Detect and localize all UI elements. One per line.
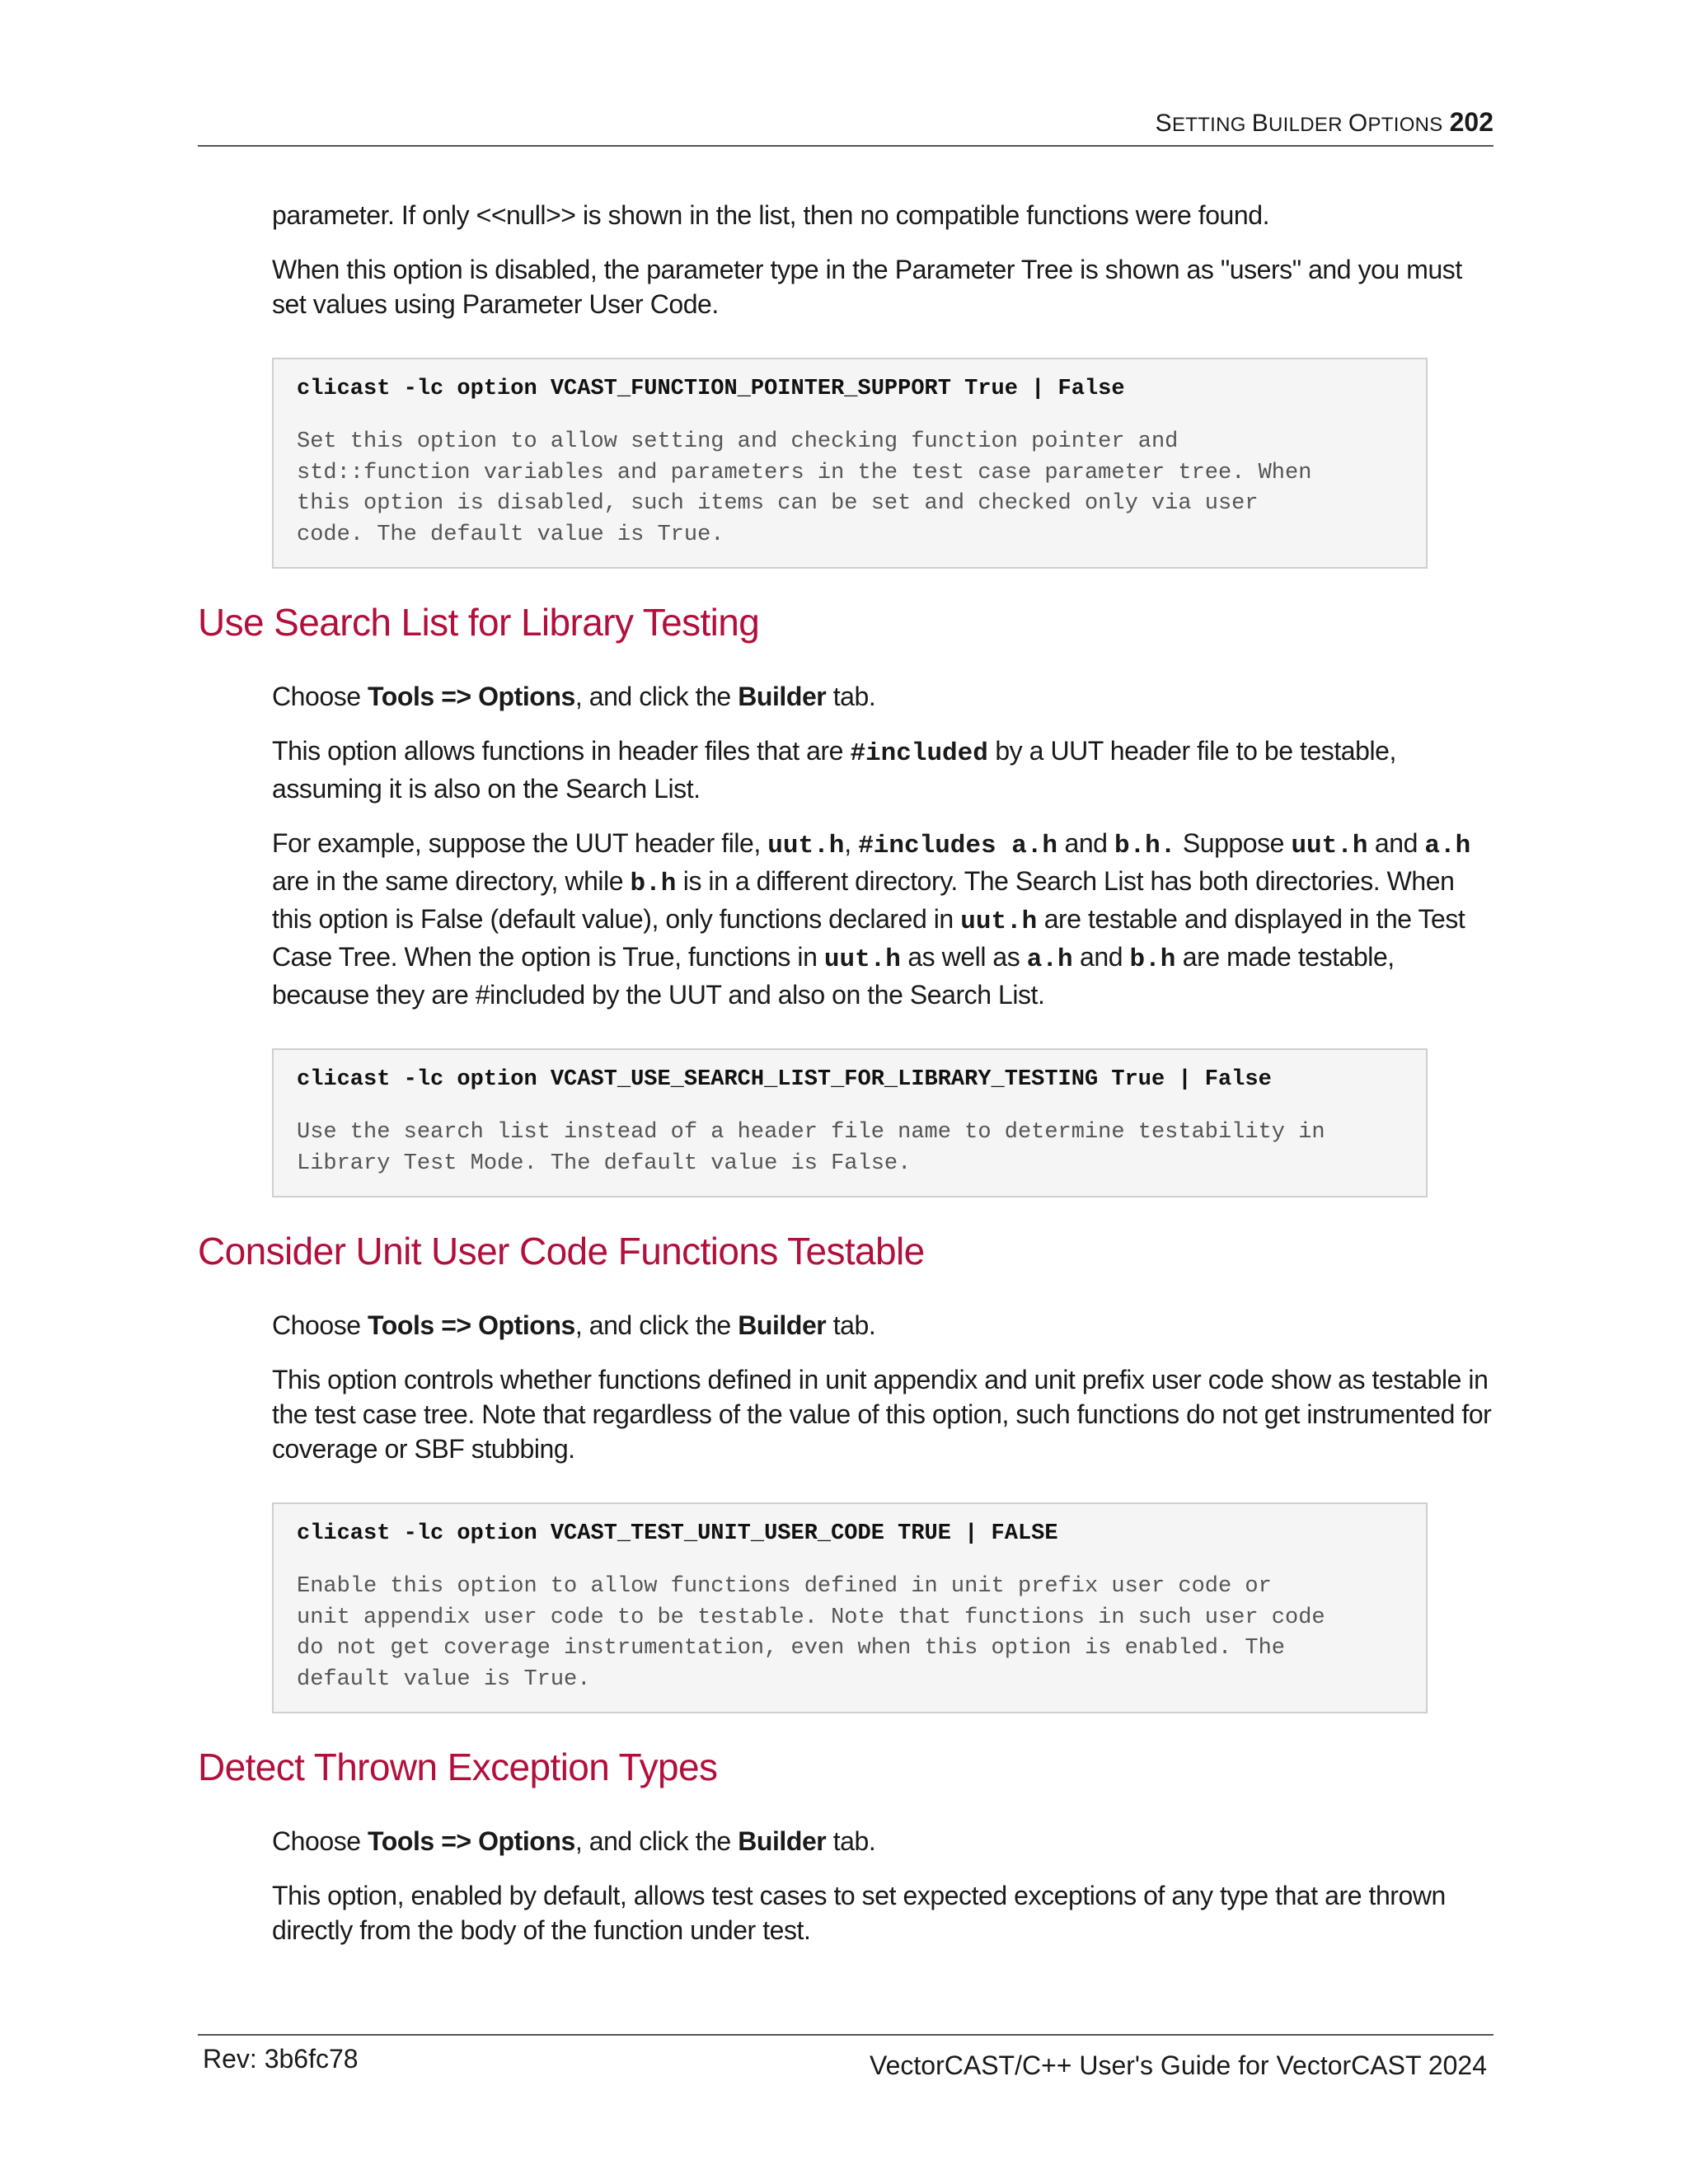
page-header	[198, 107, 1493, 147]
search-list-description: This option allows functions in header files that are #included by a UUT header file to be testable, assuming it is also on the Search List.	[272, 736, 1396, 804]
unit-user-code-description: This option controls whether functions defined in unit appendix and unit prefix user code show as testable in the test case tree. Note that regardless of the value of this option, such functions do not get instrumented for coverage or SBF stubbing.	[272, 1365, 1492, 1464]
page-content	[198, 198, 1493, 1967]
code-block-search-list	[272, 1048, 1428, 1197]
section-heading-unit-user-code: Consider Unit User Code Functions Testable	[198, 1230, 925, 1272]
code-block-function-pointer	[272, 358, 1428, 569]
code-description: Use the search list instead of a header file name to determine testability in Library Test Mode. The default value is False.	[297, 1120, 1325, 1176]
section-search-list-body	[272, 679, 1492, 1197]
section-unit-user-code-body	[272, 1308, 1492, 1713]
revision-label: Rev: 3b6fc78	[203, 2044, 359, 2074]
page-footer	[198, 2034, 1493, 2093]
intro-paragraph-2: When this option is disabled, the parameter type in the Parameter Tree is shown as "users" and you must set values using Parameter User Code.	[272, 255, 1462, 319]
code-command: clicast -lc option VCAST_USE_SEARCH_LIST_FOR_LIBRARY_TESTING True | False	[297, 1067, 1272, 1092]
section-heading-search-list: Use Search List for Library Testing	[198, 601, 760, 644]
code-description: Set this option to allow setting and checking function pointer and std::function variables and parameters in the test case parameter tree. When this option is disabled, such items can be set and checked only via user code. The default value is True.	[297, 429, 1312, 547]
choose-instruction: Choose Tools => Options, and click the Builder tab.	[272, 1310, 876, 1340]
guide-title: VectorCAST/C++ User's Guide for VectorCAST 2024	[870, 2050, 1487, 2080]
code-block-unit-user-code	[272, 1502, 1428, 1713]
choose-instruction: Choose Tools => Options, and click the Builder tab.	[272, 682, 876, 711]
intro-paragraph-1: parameter. If only <<null>> is shown in the list, then no compatible functions were found.	[272, 200, 1270, 230]
choose-instruction: Choose Tools => Options, and click the Builder tab.	[272, 1826, 876, 1856]
header-title: SETTING BUILDER OPTIONS	[1155, 110, 1443, 137]
exception-types-description: This option, enabled by default, allows test cases to set expected exceptions of any type that are thrown directly from the body of the function under test.	[272, 1881, 1446, 1945]
code-description: Enable this option to allow functions defined in unit prefix user code or unit appendix user code to be testable. Note that functions in such user code do not get coverage instrumentation, even when this option is enabled. The default value is True.	[297, 1574, 1325, 1692]
section-heading-exception-types: Detect Thrown Exception Types	[198, 1746, 718, 1788]
search-list-example: For example, suppose the UUT header file, uut.h, #includes a.h and b.h. Suppose uut.h and a.h are in the same directory, while b.h is in a different directory. The Search List has both directories. When this option is False (default value), only functions declared in uut.h are testable and displayed in the Test Case Tree. When the option is True, functions in uut.h as well as a.h and b.h are made testable, because they are #included by the UUT and also on the Search List.	[272, 828, 1471, 1010]
page-number: 202	[1449, 107, 1493, 137]
code-command: clicast -lc option VCAST_TEST_UNIT_USER_CODE TRUE | FALSE	[297, 1521, 1058, 1546]
section-exception-types-body	[272, 1824, 1492, 1947]
intro-block	[272, 198, 1492, 569]
code-command: clicast -lc option VCAST_FUNCTION_POINTER_SUPPORT True | False	[297, 377, 1125, 401]
